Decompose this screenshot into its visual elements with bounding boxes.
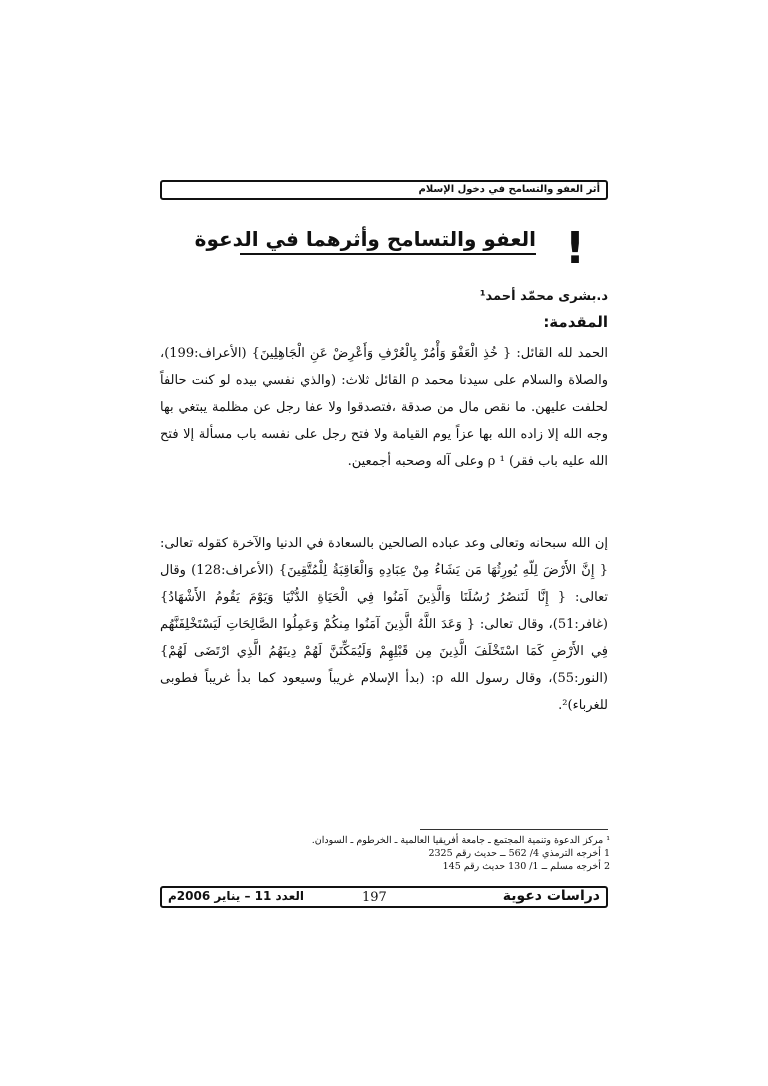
paragraph-promise (160, 530, 608, 719)
paragraph-introduction (160, 340, 608, 475)
paragraph-2-text: إن الله سبحانه وتعالى وعد عباده الصالحين بالسعادة في الدنيا والآخرة كقوله تعالى: { إِنَّ الأَرْضَ لِلّهِ يُورِثُهَا مَن يَشَاءُ مِنْ عِبَادِهِ وَالْعَاقِبَةُ لِلْمُتَّقِينَ} (الأعراف:128) وقال تعالى: { إِنَّا لَنَنصُرُ رُسُلَنَا وَالَّذِينَ آمَنُوا فِي الْحَيَاةِ الدُّنْيَا وَيَوْمَ يَقُومُ الأَشْهَادُ} (غافر:51)، وقال تعالى: { وَعَدَ اللَّهُ الَّذِينَ آمَنُوا مِنكُمْ وَعَمِلُوا الصَّالِحَاتِ لَيَسْتَخْلِفَنَّهُم فِي الأَرْضِ كَمَا اسْتَخْلَفَ الَّذِينَ مِن قَبْلِهِمْ وَلَيُمَكِّنَنَّ لَهُمْ دِينَهُمُ الَّذِي ارْتَضَى لَهُمْ} (النور:55)، وقال رسول الله ρ: (بدأ الإسلام غريباً وسيعود كما بدأ غريباً فطوبى للغرباء)². (160, 536, 609, 713)
page-number: 197 (362, 890, 387, 905)
footnotes (300, 834, 610, 873)
running-header (160, 180, 608, 200)
author-name: د.بشرى محمّد أحمد¹ (479, 289, 608, 304)
article-title: العفو والتسامح وأثرهما في الدعوة (240, 226, 536, 255)
paragraph-1-text: الحمد لله القائل: { خُذِ الْعَفْوَ وَأْمُرْ بِالْعُرْفِ وَأَعْرِضْ عَنِ الْجَاهِلِينَ} (الأعراف:199)، والصلاة والسلام على سيدنا محمد ρ القائل ثلاث: (والذي نفسي بيده لو كنت حالفاً لحلفت عليهن. ما نقص مال من صدقة ،فتصدقوا ولا عفا رجل عن مظلمة يبتغي بها وجه الله إلا زاده الله بها عزاً يوم القيامة ولا فتح رجل على نفسه باب مسألة إلا فتح الله عليه باب فقر) ¹ ρ وعلى آله وصحبه أجمعين. (160, 346, 608, 469)
journal-name: دراسات دعوية (502, 888, 600, 904)
exclamation-mark: ! (564, 223, 586, 274)
footnote-1: 1 أخرجه الترمذي 4/ 562 ــ حديث رقم 2325 (428, 848, 610, 859)
running-title: أثر العفو والتسامح في دخول الإسلام (418, 184, 600, 195)
footnote-2: 2 أخرجه مسلم ــ 1/ 130 حديث رقم 145 (442, 861, 610, 872)
footnote-affiliation: ¹ مركز الدعوة وتنمية المجتمع ـ جامعة أفريقيا العالمية ـ الخرطوم ـ السودان. (311, 835, 610, 846)
page-footer (160, 886, 608, 908)
issue-info: العدد 11 – يناير 2006م (168, 889, 304, 903)
section-heading: المقدمة: (543, 313, 608, 331)
footnote-divider (420, 829, 608, 830)
